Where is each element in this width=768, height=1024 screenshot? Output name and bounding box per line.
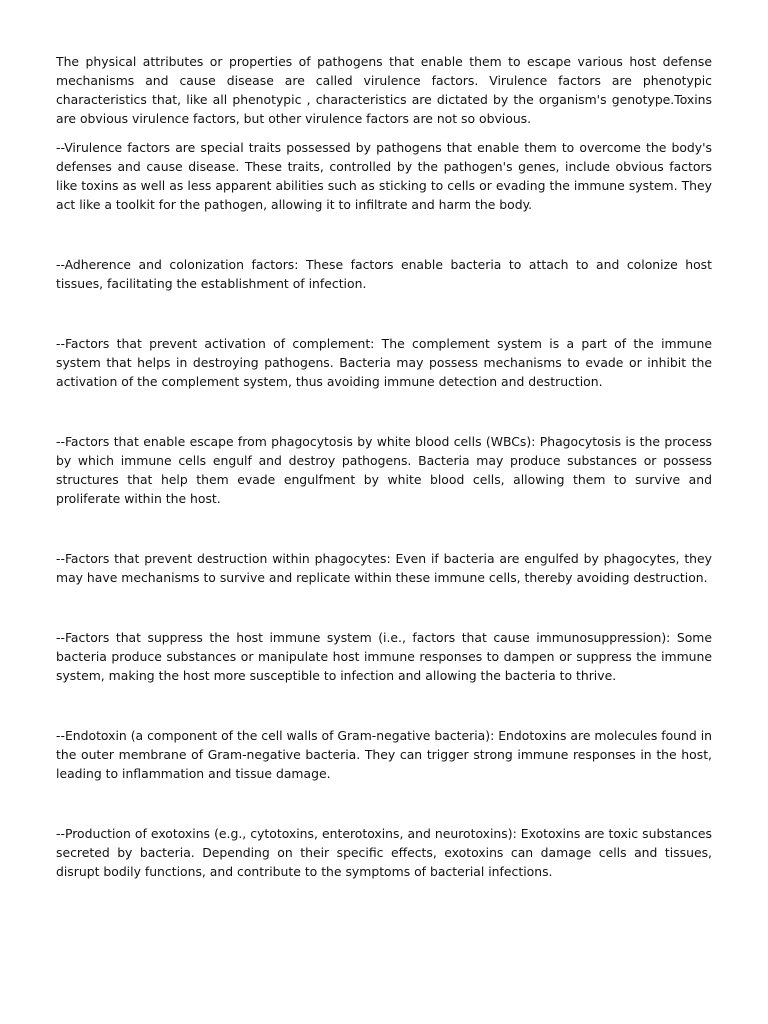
phagocytosis-escape-paragraph: --Factors that enable escape from phagocytosis by white blood cells (WBCs): Phagocytosis is the process by which immune cells engulf and destroy pathogens. Bacteria may produce substances or possess structures that help them evade engulfment by white blood cells, allowing them to survive and proliferate within the host. — [56, 434, 712, 506]
immunosuppression-paragraph: --Factors that suppress the host immune system (i.e., factors that cause immunosuppression): Some bacteria produce substances or manipulate host immune responses to dampen or suppress the immune system, making the host more susceptible to infection and allowing the bacteria to thrive. — [56, 630, 712, 683]
adherence-factors-paragraph: --Adherence and colonization factors: These factors enable bacteria to attach to and colonize host tissues, facilitating the establishment of infection. — [56, 257, 712, 291]
intro-paragraph: The physical attributes or properties of pathogens that enable them to escape various host defense mechanisms and cause disease are called virulence factors. Virulence factors are phenotypic characteristics that, like all phenotypic , characteristics are dictated by the organism's genotype.Toxins are obvious virulence factors, but other virulence factors are not so obvious. — [56, 54, 712, 126]
exotoxin-paragraph: --Production of exotoxins (e.g., cytotoxins, enterotoxins, and neurotoxins): Exotoxins are toxic substances secreted by bacteria. Depending on their specific effects, exotoxins can damage cells and tissues, disrupt bodily functions, and contribute to the symptoms of bacterial infections. — [56, 826, 712, 879]
virulence-definition-paragraph: --Virulence factors are special traits possessed by pathogens that enable them to overcome the body's defenses and cause disease. These traits, controlled by the pathogen's genes, include obvious factors like toxins as well as less apparent abilities such as sticking to cells or evading the immune system. They act like a toolkit for the pathogen, allowing it to infiltrate and harm the body. — [56, 140, 712, 212]
endotoxin-paragraph: --Endotoxin (a component of the cell walls of Gram-negative bacteria): Endotoxins are molecules found in the outer membrane of Gram-negative bacteria. They can trigger strong immune responses in the host, leading to inflammation and tissue damage. — [56, 728, 712, 781]
document-page — [56, 52, 712, 881]
phagocyte-survival-paragraph: --Factors that prevent destruction within phagocytes: Even if bacteria are engulfed by phagocytes, they may have mechanisms to survive and replicate within these immune cells, thereby avoiding destruction. — [56, 551, 712, 585]
complement-factors-paragraph: --Factors that prevent activation of complement: The complement system is a part of the immune system that helps in destroying pathogens. Bacteria may possess mechanisms to evade or inhibit the activation of the complement system, thus avoiding immune detection and destruction. — [56, 336, 712, 389]
